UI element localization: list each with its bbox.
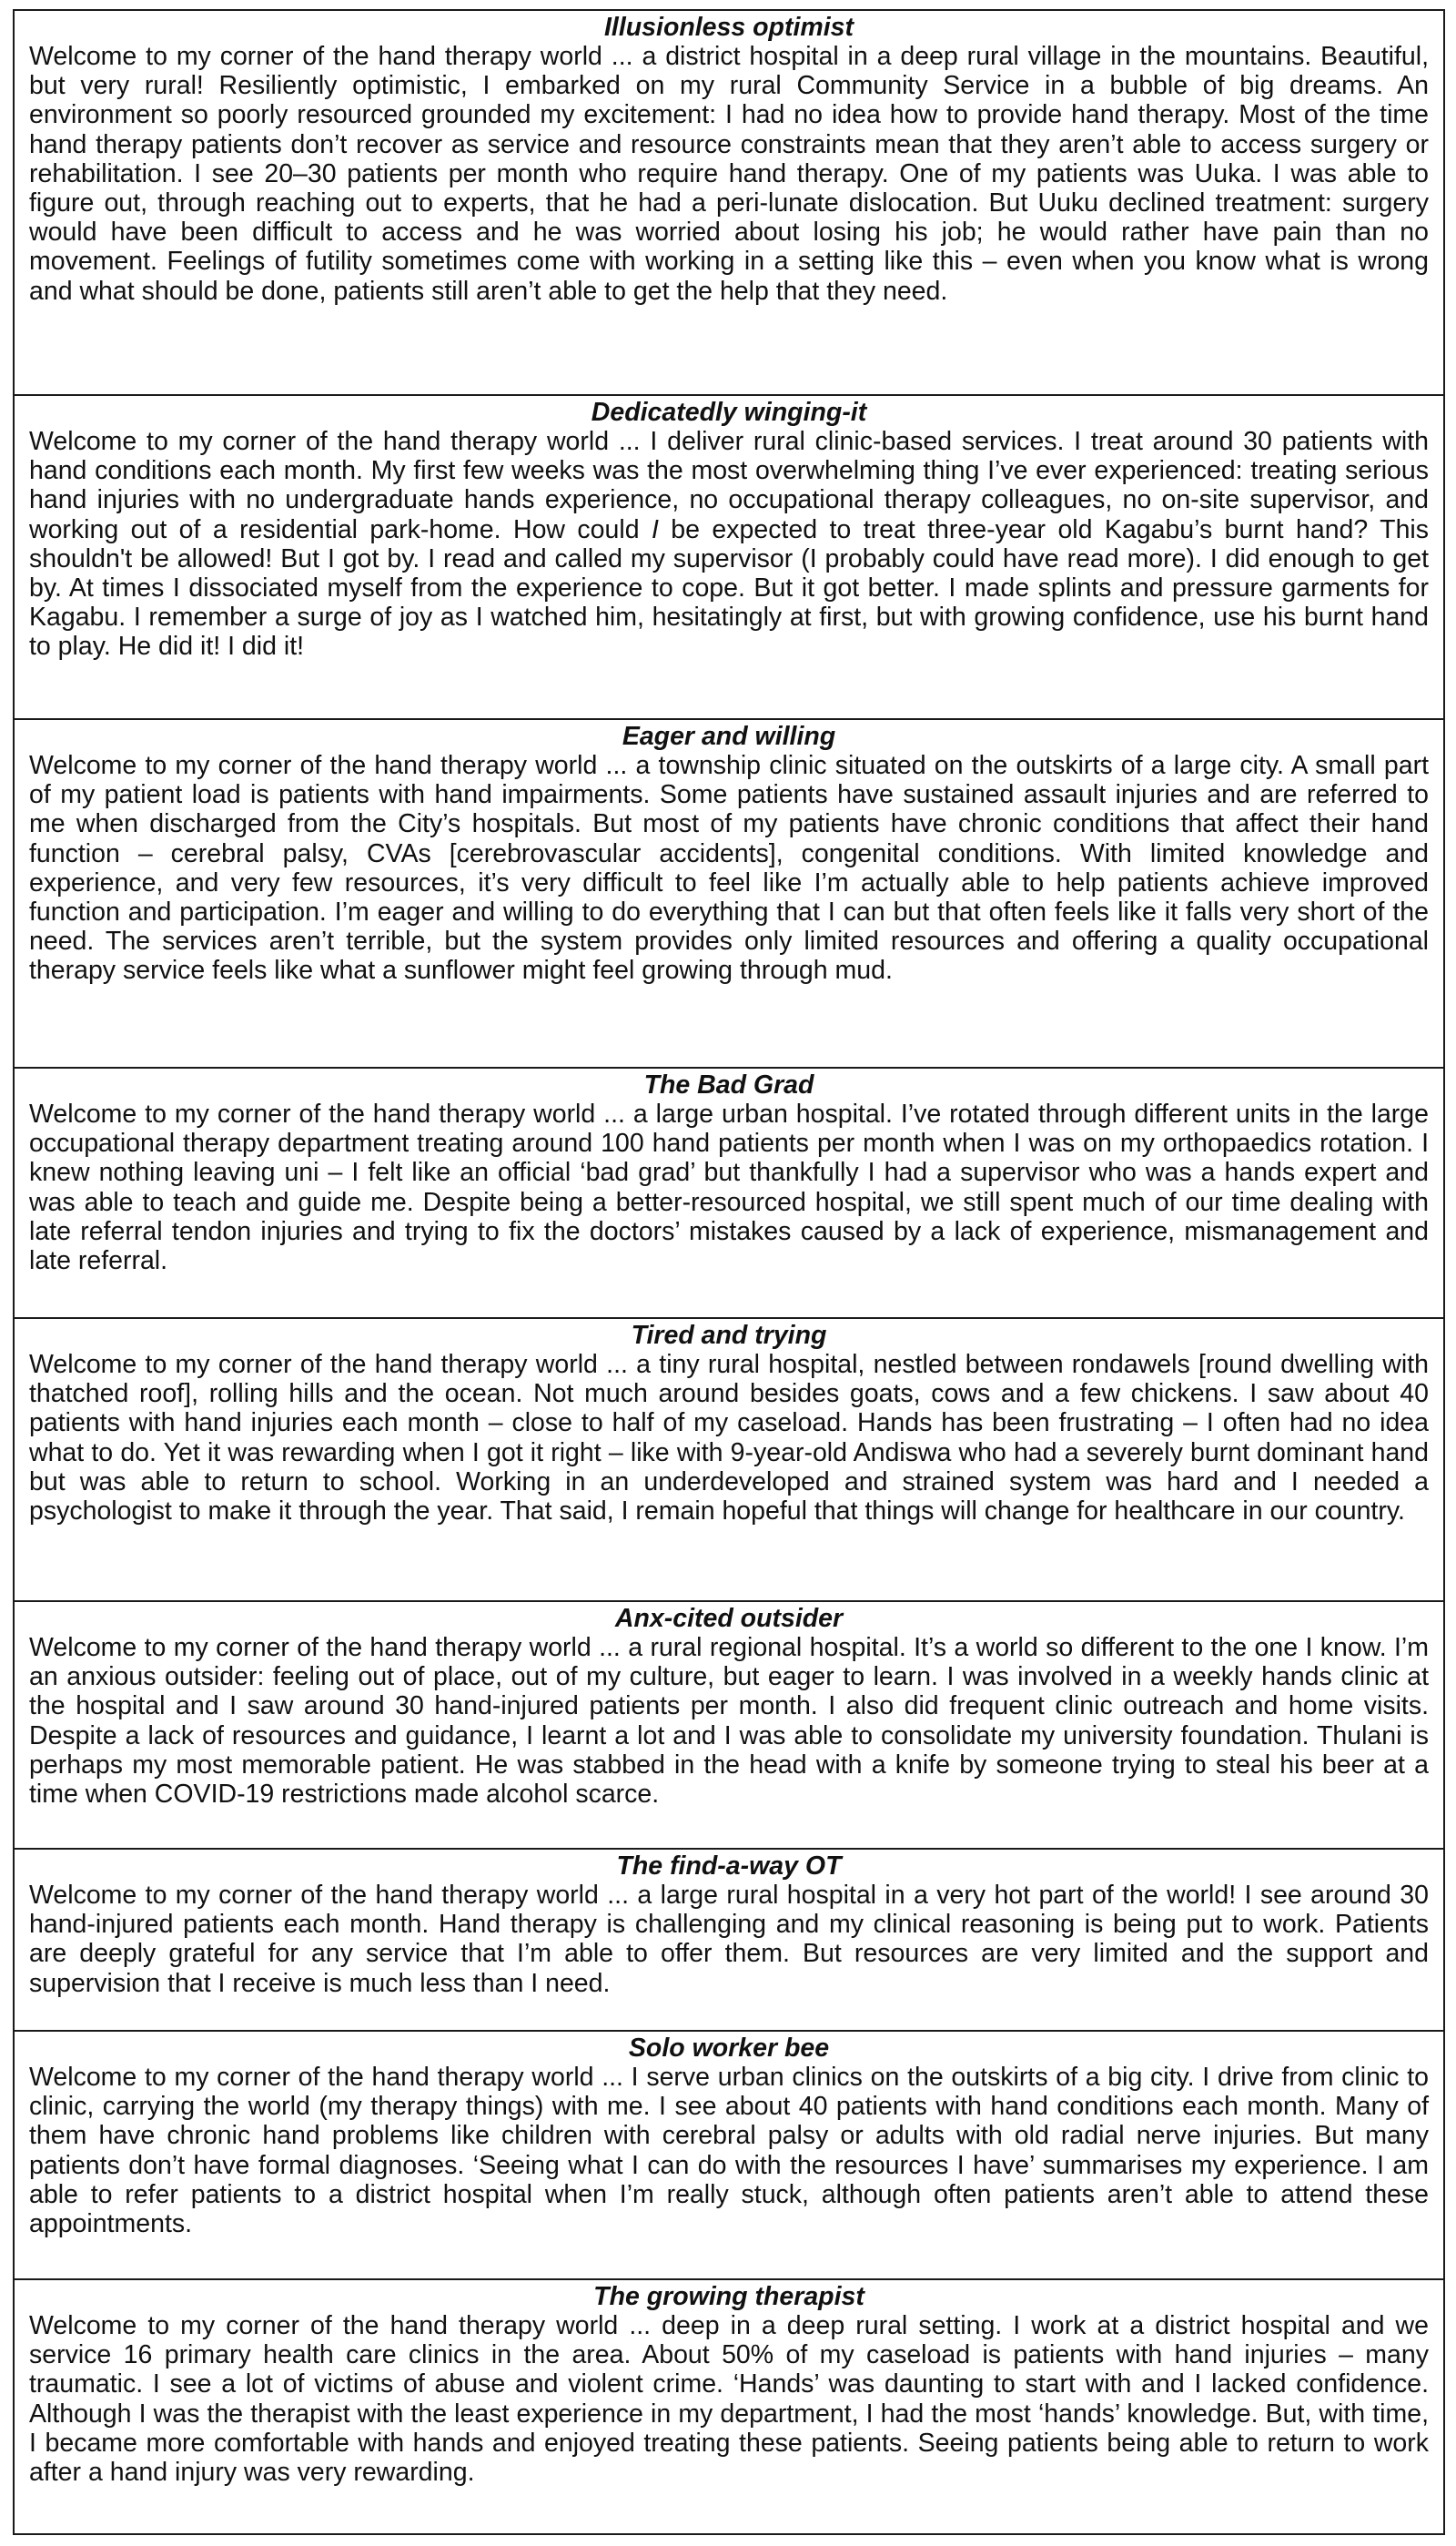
- narrative-title: The find-a-way OT: [616, 1851, 842, 1881]
- narrative-row: [15, 1600, 1443, 1848]
- narrative-row: [15, 1067, 1443, 1317]
- narrative-title: Dedicatedly winging-it: [591, 398, 867, 427]
- narrative-text-emphasis: I: [651, 514, 659, 544]
- narrative-text: Welcome to my corner of the hand therapy world ... a large rural hospital in a very hot part of the world! I see around 30 hand-injured patients each month. Hand therapy is challenging and my clinical reasoning is being put to work. Patients are deeply grateful for any service that I’m able to offer them. But resources are very limited and the support and supervision that I receive is much less than I need.: [29, 1881, 1429, 1998]
- narrative-row: [15, 718, 1443, 1067]
- narrative-text: Welcome to my corner of the hand therapy world ... I serve urban clinics on the outskirts of a big city. I drive from clinic to clinic, carrying the world (my therapy things) with me. I see about 40 patients with hand conditions each month. Many of them have chronic hand problems like children with cerebral palsy or adults with old radial nerve injuries. But many patients don’t have formal diagnoses. ‘Seeing what I can do with the resources I have’ summarises my experience. I am able to refer patients to a district hospital when I’m really stuck, although often patients aren’t able to attend these appointments.: [29, 2063, 1429, 2239]
- narrative-text: Welcome to my corner of the hand therapy world ... a tiny rural hospital, nestled between rondawels [round dwelling with thatched roof], rolling hills and the ocean. Not much around besides goats, cows and a few chickens. I saw about 40 patients with hand injuries each month – close to half of my caseload. Hands has been frustrating – I often had no idea what to do. Yet it was rewarding when I got it right – like with 9-year-old Andiswa who had a severely burnt dominant hand but was able to return to school. Working in an underdeveloped and strained system was hard and I needed a psychologist to make it through the year. That said, I remain hopeful that things will change for healthcare in our country.: [29, 1350, 1429, 1527]
- narrative-title: Solo worker bee: [628, 2034, 830, 2063]
- narrative-title: Tired and trying: [631, 1321, 827, 1350]
- narrative-row: [15, 2278, 1443, 2533]
- narrative-title: Anx-cited outsider: [614, 1604, 844, 1633]
- narrative-row: [15, 1317, 1443, 1600]
- narrative-row: [15, 11, 1443, 394]
- narrative-row: [15, 1848, 1443, 2030]
- narrative-text-part: be expected to treat three-year old Kagabu’s burnt hand? This shouldn't be allowed! But I got by. I read and called my supervisor (I probably could have read more). I did enough to get by. At times I dissociated myself from the experience to cope. But it got better. I made splints and pressure garments for Kagabu. I remember a surge of joy as I watched him, hesitatingly at first, but with growing confidence, use his burnt hand to play. He did it! I did it!: [29, 514, 1430, 662]
- narrative-title: The growing therapist: [593, 2282, 864, 2311]
- narrative-text-part: Welcome to my corner of the hand therapy world ... I deliver rural clinic-based services. I treat around 30 patients with hand conditions each month. My first few weeks was the most overwhelming thing I’ve ever experienced: treating serious hand injuries with no undergraduate hands experience, no occupational therapy colleagues, no on-site supervisor, and working out of a residential park-home. How could: [29, 427, 1429, 544]
- narrative-title: Eager and willing: [622, 722, 836, 751]
- narrative-title: Illusionless optimist: [604, 13, 854, 42]
- narrative-text: Welcome to my corner of the hand therapy world ... a township clinic situated on the outskirts of a large city. A small part of my patient load is patients with hand impairments. Some patients have sustained assault injuries and are referred to me when discharged from the City’s hospitals. But most of my patients have chronic conditions that affect their hand function – cerebral palsy, CVAs [cerebrovascular accidents], congenital conditions. With limited knowledge and experience, and very few resources, it’s very difficult to feel like I’m actually able to help patients achieve improved function and participation. I’m eager and willing to do everything that I can but that often feels like it falls very short of the need. The services aren’t terrible, but the system provides only limited resources and offering a quality occupational therapy service feels like what a sunflower might feel growing through mud.: [29, 751, 1429, 986]
- narrative-row: [15, 2030, 1443, 2278]
- narrative-row: [15, 394, 1443, 718]
- narrative-text: [29, 427, 1429, 662]
- narrative-text: Welcome to my corner of the hand therapy world ... a rural regional hospital. It’s a world so different to the one I know. I’m an anxious outsider: feeling out of place, out of my culture, but eager to learn. I was involved in a weekly hands clinic at the hospital and I saw around 30 hand-injured patients per month. I also did frequent clinic outreach and home visits. Despite a lack of resources and guidance, I learnt a lot and I was able to consolidate my university foundation. Thulani is perhaps my most memorable patient. He was stabbed in the head with a knife by someone trying to steal his beer at a time when COVID-19 restrictions made alcohol scarce.: [29, 1633, 1429, 1810]
- narrative-text: Welcome to my corner of the hand therapy world ... a district hospital in a deep rural village in the mountains. Beautiful, but very rural! Resiliently optimistic, I embarked on my rural Community Service in a bubble of big dreams. An environment so poorly resourced grounded my excitement: I had no idea how to provide hand therapy. Most of the time hand therapy patients don’t recover as service and resource constraints mean that they aren’t able to access surgery or rehabilitation. I see 20–30 patients per month who require hand therapy. One of my patients was Uuka. I was able to figure out, through reaching out to experts, that he had a peri-lunate dislocation. But Uuku declined treatment: surgery would have been difficult to access and he was worried about losing his job; he would rather have pain than no movement. Feelings of futility sometimes come with working in a setting like this – even when you know what is wrong and what should be done, patients still aren’t able to get the help that they need.: [29, 42, 1429, 306]
- narrative-text: Welcome to my corner of the hand therapy world ... a large urban hospital. I’ve rotated through different units in the large occupational therapy department treating around 100 hand patients per month when I was on my orthopaedics rotation. I knew nothing leaving uni – I felt like an official ‘bad grad’ but thankfully I had a supervisor who was a hands expert and was able to teach and guide me. Despite being a better-resourced hospital, we still spent much of our time dealing with late referral tendon injuries and trying to fix the doctors’ mistakes caused by a lack of experience, mismanagement and late referral.: [29, 1100, 1429, 1276]
- narratives-table: [13, 9, 1445, 2535]
- narrative-title: The Bad Grad: [643, 1070, 814, 1100]
- narrative-text: Welcome to my corner of the hand therapy world ... deep in a deep rural setting. I work at a district hospital and we service 16 primary health care clinics in the area. About 50% of my caseload is patients with hand injuries – many traumatic. I see a lot of victims of abuse and violent crime. ‘Hands’ was daunting to start with and I lacked confidence. Although I was the therapist with the least experience in my department, I had the most ‘hands’ knowledge. But, with time, I became more comfortable with hands and enjoyed treating these patients. Seeing patients being able to return to work after a hand injury was very rewarding.: [29, 2311, 1429, 2488]
